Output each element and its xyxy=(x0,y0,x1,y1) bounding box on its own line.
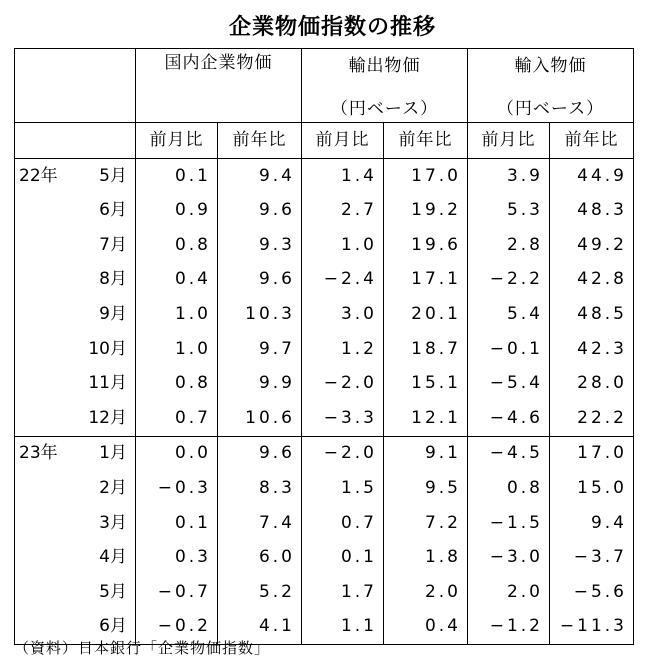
value-cell: 44.9 xyxy=(550,158,634,193)
value-cell: 10.6 xyxy=(218,401,302,436)
value-cell: −2.2 xyxy=(468,263,550,298)
value-cell: −4.6 xyxy=(468,401,550,436)
value-cell: 0.8 xyxy=(468,471,550,506)
value-cell: 1.5 xyxy=(302,471,384,506)
value-cell: 5.3 xyxy=(468,193,550,228)
year-cell: 23年 xyxy=(15,436,66,471)
subheader-cell: 前月比 xyxy=(468,123,550,159)
value-cell: 9.6 xyxy=(218,436,302,471)
table-row xyxy=(15,158,634,193)
month-cell: 8月 xyxy=(99,269,127,290)
header-export: 輸出物価 xyxy=(302,49,468,84)
value-cell: 6.0 xyxy=(218,540,302,575)
value-cell: 19.6 xyxy=(384,228,468,263)
value-cell: 9.5 xyxy=(384,471,468,506)
month-cell: 7月 xyxy=(99,234,127,255)
value-cell: −3.3 xyxy=(302,401,384,436)
value-cell: −2.0 xyxy=(302,366,384,401)
year-cell xyxy=(15,228,66,263)
header-import-basis: （円ベース） xyxy=(468,84,634,123)
value-cell: 0.1 xyxy=(136,158,218,193)
value-cell: 12.1 xyxy=(384,401,468,436)
value-cell: 9.1 xyxy=(384,436,468,471)
value-cell: 17.1 xyxy=(384,263,468,298)
value-cell: 1.0 xyxy=(136,297,218,332)
month-cell: 6月 xyxy=(99,200,127,221)
value-cell: 9.7 xyxy=(218,332,302,367)
value-cell: −11.3 xyxy=(550,610,634,645)
month-cell: 11月 xyxy=(88,373,127,394)
value-cell: 0.3 xyxy=(136,540,218,575)
value-cell: 2.0 xyxy=(468,575,550,610)
value-cell: 0.4 xyxy=(384,610,468,645)
value-cell: −0.2 xyxy=(136,610,218,645)
year-cell: 22年 xyxy=(15,158,66,193)
value-cell: 17.0 xyxy=(550,436,634,471)
subheader-cell: 前月比 xyxy=(302,123,384,159)
value-cell: 20.1 xyxy=(384,297,468,332)
value-cell: 8.3 xyxy=(218,471,302,506)
table-row xyxy=(15,575,634,610)
value-cell: 15.1 xyxy=(384,366,468,401)
month-cell: 10月 xyxy=(88,338,127,359)
source-note: （資料）日本銀行「企業物価指数」 xyxy=(14,639,271,657)
value-cell: 48.5 xyxy=(550,297,634,332)
value-cell: 18.7 xyxy=(384,332,468,367)
value-cell: 1.1 xyxy=(302,610,384,645)
value-cell: 19.2 xyxy=(384,193,468,228)
header-import: 輸入物価 xyxy=(468,49,634,84)
table-row xyxy=(15,436,634,471)
subheader-cell: 前月比 xyxy=(136,123,218,159)
value-cell: 3.9 xyxy=(468,158,550,193)
value-cell: 0.4 xyxy=(136,263,218,298)
month-cell: 1月 xyxy=(66,436,136,471)
table-row xyxy=(15,193,634,228)
table-row xyxy=(15,506,634,541)
value-cell: 9.9 xyxy=(218,366,302,401)
value-cell: −1.5 xyxy=(468,506,550,541)
year-cell xyxy=(15,332,66,367)
header-blank-sub xyxy=(15,123,136,159)
subheader-cell: 前年比 xyxy=(384,123,468,159)
value-cell: 15.0 xyxy=(550,471,634,506)
header-domestic: 国内企業物価 xyxy=(136,49,302,123)
table-row xyxy=(15,228,634,263)
table-row xyxy=(15,297,634,332)
value-cell: 7.2 xyxy=(384,506,468,541)
year-cell xyxy=(15,401,66,436)
value-cell: 2.8 xyxy=(468,228,550,263)
value-cell: 1.7 xyxy=(302,575,384,610)
value-cell: −0.3 xyxy=(136,471,218,506)
subheader-cell: 前年比 xyxy=(550,123,634,159)
year-cell xyxy=(15,193,66,228)
month-cell: 4月 xyxy=(99,547,127,568)
month-cell: 9月 xyxy=(99,303,127,324)
value-cell: 9.6 xyxy=(218,193,302,228)
value-cell: −5.4 xyxy=(468,366,550,401)
year-cell xyxy=(15,263,66,298)
value-cell: −2.0 xyxy=(302,436,384,471)
value-cell: 9.3 xyxy=(218,228,302,263)
value-cell: 4.1 xyxy=(218,610,302,645)
month-cell: 3月 xyxy=(99,512,127,533)
value-cell: 9.6 xyxy=(218,263,302,298)
value-cell: 3.0 xyxy=(302,297,384,332)
value-cell: −3.7 xyxy=(550,540,634,575)
value-cell: 1.0 xyxy=(302,228,384,263)
value-cell: 17.0 xyxy=(384,158,468,193)
year-cell xyxy=(15,366,66,401)
value-cell: 1.0 xyxy=(136,332,218,367)
value-cell: 0.8 xyxy=(136,366,218,401)
table-row xyxy=(15,540,634,575)
table-title: 企業物価指数の推移 xyxy=(228,15,436,40)
year-cell xyxy=(15,471,66,506)
header-export-basis: （円ベース） xyxy=(302,84,468,123)
value-cell: 9.4 xyxy=(218,158,302,193)
year-cell xyxy=(15,297,66,332)
table-row xyxy=(15,263,634,298)
value-cell: 0.8 xyxy=(136,228,218,263)
value-cell: −0.7 xyxy=(136,575,218,610)
year-cell xyxy=(15,540,66,575)
value-cell: 42.3 xyxy=(550,332,634,367)
month-cell: 5月 xyxy=(99,581,127,602)
value-cell: −2.4 xyxy=(302,263,384,298)
value-cell: −1.2 xyxy=(468,610,550,645)
table-row xyxy=(15,401,634,436)
value-cell: 42.8 xyxy=(550,263,634,298)
value-cell: 28.0 xyxy=(550,366,634,401)
value-cell: −0.1 xyxy=(468,332,550,367)
subheader-cell: 前年比 xyxy=(218,123,302,159)
table-row xyxy=(15,471,634,506)
year-cell xyxy=(15,575,66,610)
value-cell: 0.7 xyxy=(136,401,218,436)
value-cell: 1.2 xyxy=(302,332,384,367)
value-cell: 0.0 xyxy=(136,436,218,471)
value-cell: 48.3 xyxy=(550,193,634,228)
header-row-groups xyxy=(15,49,634,84)
month-cell: 2月 xyxy=(99,477,127,498)
value-cell: 2.0 xyxy=(384,575,468,610)
value-cell: 7.4 xyxy=(218,506,302,541)
value-cell: 5.2 xyxy=(218,575,302,610)
value-cell: 0.1 xyxy=(302,540,384,575)
value-cell: 9.4 xyxy=(550,506,634,541)
value-cell: 49.2 xyxy=(550,228,634,263)
value-cell: 10.3 xyxy=(218,297,302,332)
value-cell: −3.0 xyxy=(468,540,550,575)
month-cell: 12月 xyxy=(88,407,127,428)
value-cell: 0.7 xyxy=(302,506,384,541)
header-blank xyxy=(15,49,136,123)
value-cell: 1.8 xyxy=(384,540,468,575)
value-cell: −5.6 xyxy=(550,575,634,610)
value-cell: 0.9 xyxy=(136,193,218,228)
value-cell: 0.1 xyxy=(136,506,218,541)
price-index-table xyxy=(14,48,634,645)
value-cell: 2.7 xyxy=(302,193,384,228)
year-cell xyxy=(15,506,66,541)
value-cell: −4.5 xyxy=(468,436,550,471)
value-cell: 22.2 xyxy=(550,401,634,436)
month-cell: 6月 xyxy=(66,610,136,645)
table-row xyxy=(15,332,634,367)
value-cell: 1.4 xyxy=(302,158,384,193)
table-row xyxy=(15,366,634,401)
value-cell: 5.4 xyxy=(468,297,550,332)
month-cell: 5月 xyxy=(66,158,136,193)
header-row-sub xyxy=(15,123,634,159)
